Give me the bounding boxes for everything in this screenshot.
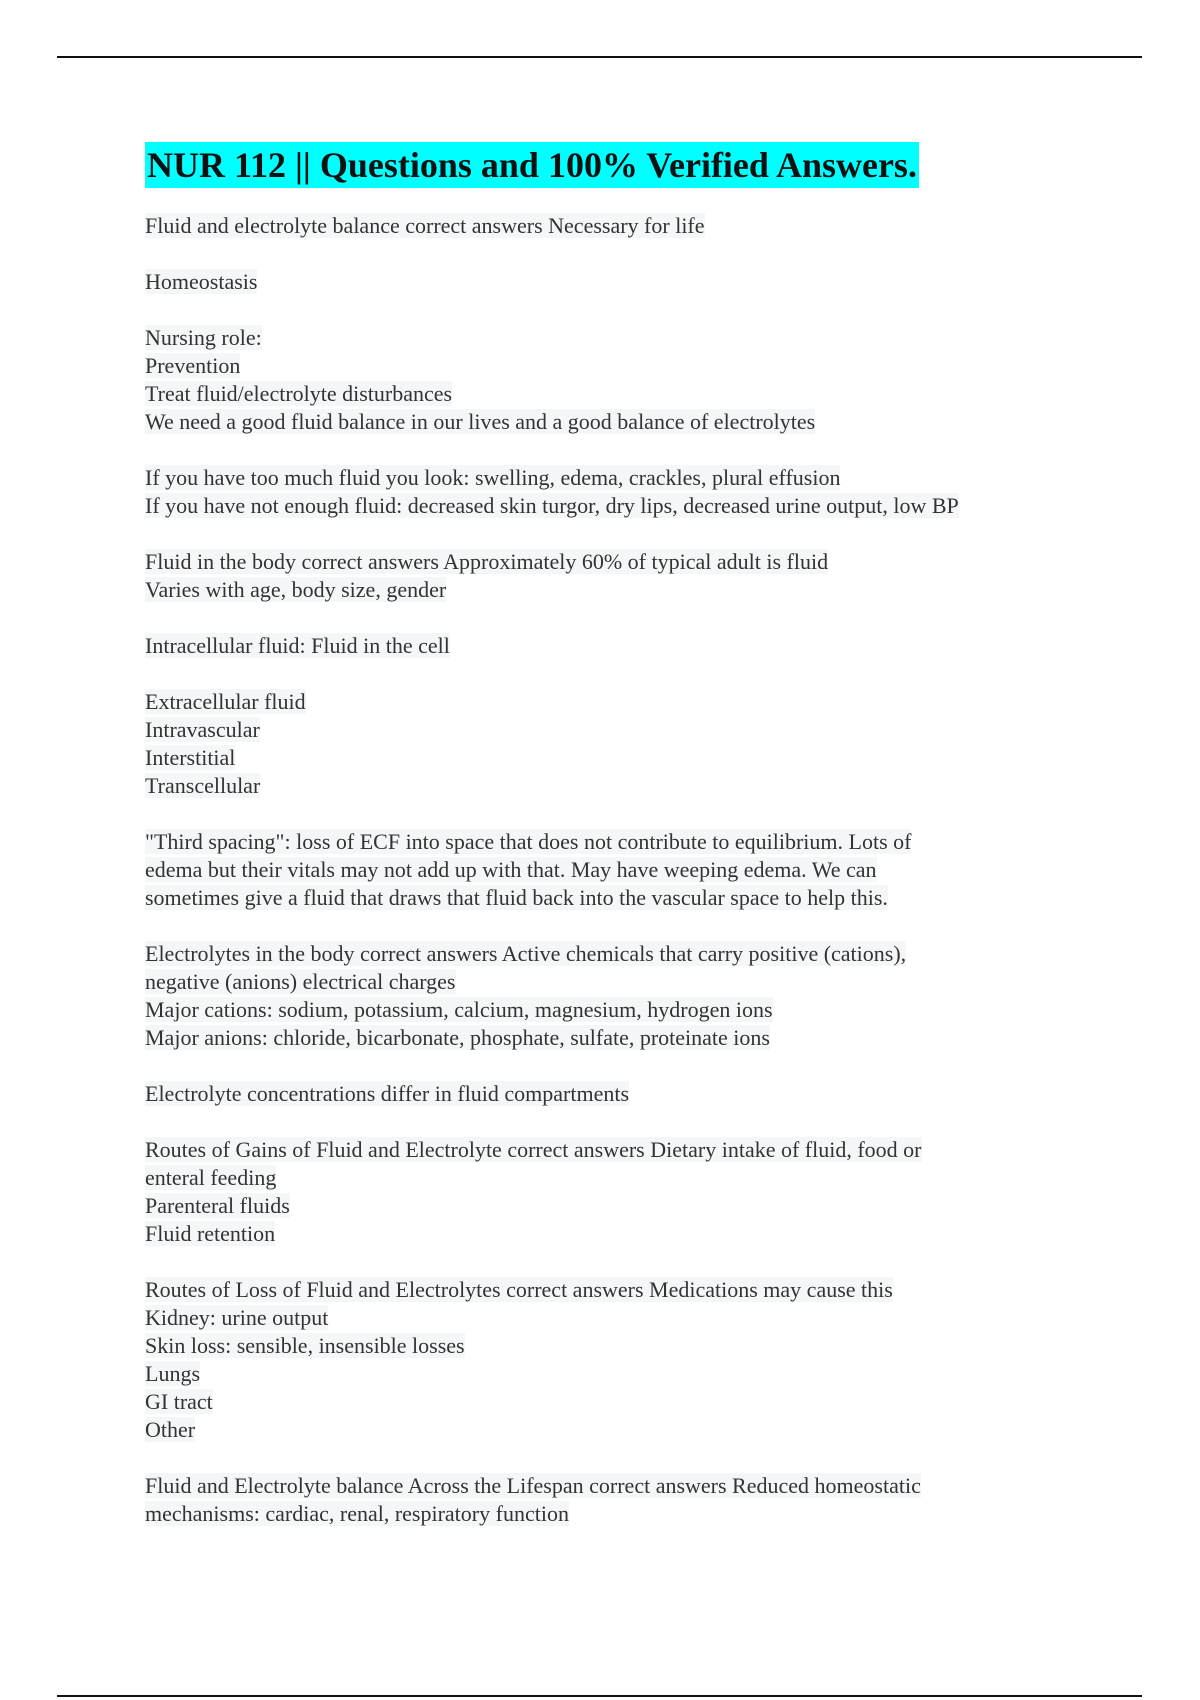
text-line [145,464,1065,492]
text-line [145,548,1065,576]
paragraph [145,1276,1065,1444]
line-text: Kidney: urine output [145,1305,329,1330]
text-line [145,352,1065,380]
text-line [145,856,1065,884]
line-text: Fluid and Electrolyte balance Across the Lifespan correct answers Reduced homeostatic [145,1473,921,1498]
paragraph [145,688,1065,800]
line-text: enteral feeding [145,1165,277,1190]
text-line [145,1332,1065,1360]
text-line [145,1192,1065,1220]
text-line [145,744,1065,772]
line-text: Intracellular fluid: Fluid in the cell [145,633,450,658]
paragraph [145,828,1065,912]
line-text: If you have not enough fluid: decreased skin turgor, dry lips, decreased urine output, low BP [145,493,959,518]
text-line [145,772,1065,800]
line-text: Intravascular [145,717,260,742]
document-title: NUR 112 || Questions and 100% Verified Answers. [145,142,919,188]
line-text: Treat fluid/electrolyte disturbances [145,381,453,406]
text-line [145,688,1065,716]
text-line [145,408,1065,436]
text-line [145,1080,1065,1108]
line-text: Major anions: chloride, bicarbonate, phosphate, sulfate, proteinate ions [145,1025,770,1050]
line-text: Fluid retention [145,1221,276,1246]
paragraph [145,940,1065,1052]
line-text: GI tract [145,1389,213,1414]
text-line [145,268,1065,296]
text-line [145,828,1065,856]
line-text: Other [145,1417,196,1442]
paragraph [145,1136,1065,1248]
text-line [145,1500,1065,1528]
text-line [145,1164,1065,1192]
line-text: sometimes give a fluid that draws that fluid back into the vascular space to help this. [145,885,888,910]
text-line [145,1220,1065,1248]
text-line [145,492,1065,520]
paragraph [145,1080,1065,1108]
line-text: Parenteral fluids [145,1193,290,1218]
text-line [145,1416,1065,1444]
text-line [145,212,1065,240]
line-text: Prevention [145,353,241,378]
line-text: Routes of Loss of Fluid and Electrolytes correct answers Medications may cause this [145,1277,893,1302]
line-text: negative (anions) electrical charges [145,969,456,994]
line-text: Lungs [145,1361,200,1386]
line-text: mechanisms: cardiac, renal, respiratory function [145,1501,569,1526]
paragraph [145,464,1065,520]
line-text: Electrolyte concentrations differ in fluid compartments [145,1081,630,1106]
text-line [145,996,1065,1024]
footer-rule [57,1695,1142,1697]
text-line [145,884,1065,912]
paragraph [145,268,1065,296]
paragraph [145,212,1065,240]
text-line [145,968,1065,996]
line-text: Interstitial [145,745,236,770]
line-text: We need a good fluid balance in our lives and a good balance of electrolytes [145,409,816,434]
document-body [145,142,1065,1556]
line-text: Extracellular fluid [145,689,306,714]
line-text: "Third spacing": loss of ECF into space that does not contribute to equilibrium. Lots of [145,829,912,854]
paragraph [145,324,1065,436]
text-line [145,940,1065,968]
paragraph [145,1472,1065,1528]
text-line [145,1136,1065,1164]
text-line [145,1360,1065,1388]
line-text: Electrolytes in the body correct answers Active chemicals that carry positive (cations), [145,941,907,966]
paragraph [145,632,1065,660]
line-text: Varies with age, body size, gender [145,577,447,602]
paragraph [145,548,1065,604]
text-line [145,1304,1065,1332]
header-rule [57,56,1142,58]
line-text: edema but their vitals may not add up with that. May have weeping edema. We can [145,857,877,882]
line-text: Homeostasis [145,269,258,294]
line-text: Routes of Gains of Fluid and Electrolyte correct answers Dietary intake of fluid, food or [145,1137,922,1162]
text-line [145,380,1065,408]
text-line [145,1472,1065,1500]
line-text: If you have too much fluid you look: swelling, edema, crackles, plural effusion [145,465,841,490]
line-text: Nursing role: [145,325,262,350]
text-line [145,1276,1065,1304]
line-text: Fluid and electrolyte balance correct answers Necessary for life [145,213,705,238]
line-text: Fluid in the body correct answers Approximately 60% of typical adult is fluid [145,549,829,574]
text-line [145,1024,1065,1052]
text-line [145,632,1065,660]
line-text: Transcellular [145,773,261,798]
text-line [145,716,1065,744]
paragraph-list [145,212,1065,1528]
line-text: Major cations: sodium, potassium, calcium, magnesium, hydrogen ions [145,997,773,1022]
line-text: Skin loss: sensible, insensible losses [145,1333,465,1358]
text-line [145,324,1065,352]
text-line [145,576,1065,604]
text-line [145,1388,1065,1416]
